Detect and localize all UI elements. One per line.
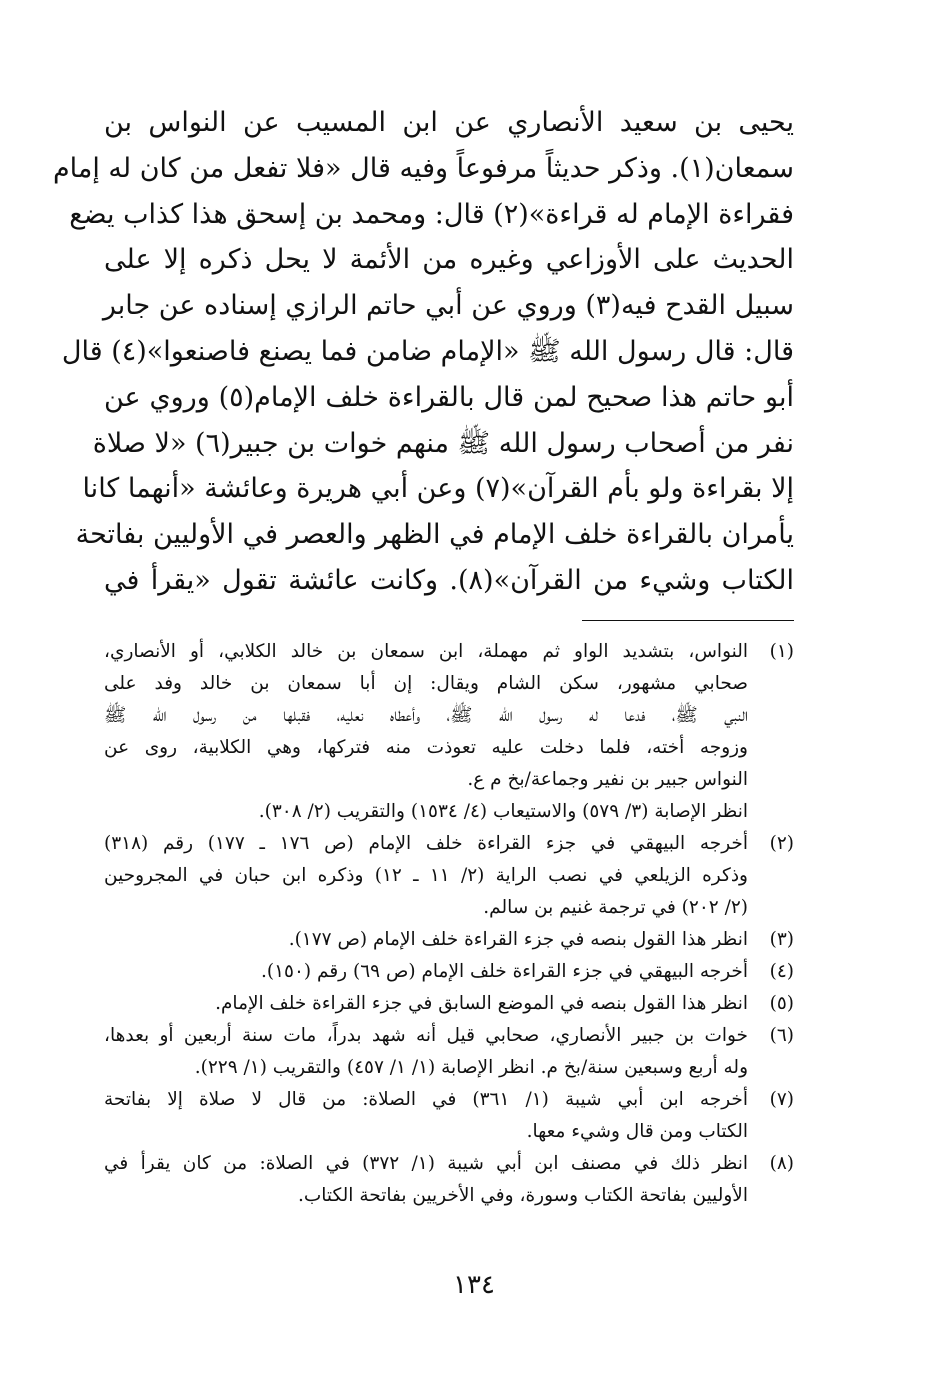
footnote-7 bbox=[104, 1084, 794, 1148]
footnote-5 bbox=[104, 988, 794, 1020]
footnote-number: (٧) bbox=[769, 1089, 794, 1110]
main-text-line: يأمران بالقراءة خلف الإمام في الظهر والعصر في الأولیين بفاتحة bbox=[75, 519, 794, 551]
footnote-2 bbox=[104, 828, 794, 924]
footnote-line: أخرجه البيهقي في جزء القراءة خلف الإمام (ص ٦٩) رقم (١٥٠). bbox=[261, 961, 748, 982]
footnote-line: انظر الإصابة (٣/ ٥٧٩) والاستيعاب (٤/ ١٥٣٤) والتقريب (٢/ ٣٠٨). bbox=[258, 801, 748, 822]
footnote-number: (٥) bbox=[769, 993, 794, 1014]
footnote-line: خوات بن جبير الأنصاري، صحابي قيل أنه شهد بدراً، مات سنة أربعين أو بعدها، bbox=[104, 1025, 748, 1046]
main-text bbox=[52, 100, 794, 604]
footnote-line: النواس جبير بن نفير وجماعة/بخ م ع. bbox=[467, 769, 748, 790]
main-text-line: فقراءة الإمام له قراءة»(٢) قال: ومحمد بن إسحق هذا كذاب يضع bbox=[69, 198, 794, 230]
main-text-line: سمعان(١). وذكر حديثاً مرفوعاً وفيه قال «فلا تفعل من كان له إمام bbox=[52, 152, 794, 184]
main-text-line: نفر من أصحاب رسول الله ﷺ منهم خوات بن جبير(٦) «لا صلاة bbox=[92, 427, 794, 459]
footnote-line: وذكره الزيلعي في نصب الراية (٢/ ١١ ـ ١٢) وذكره ابن حبان في المجروحين bbox=[104, 865, 748, 886]
footnote-line: انظر هذا القول بنصه في الموضع السابق في جزء القراءة خلف الإمام. bbox=[215, 993, 748, 1014]
footnote-line: أخرجه البيهقي في جزء القراءة خلف الإمام (ص ١٧٦ ـ ١٧٧) رقم (٣١٨) bbox=[104, 833, 748, 854]
footnote-number: (٢) bbox=[769, 833, 794, 854]
footnote-1 bbox=[104, 636, 794, 828]
footnote-4 bbox=[104, 956, 794, 988]
footnote-number: (٣) bbox=[769, 929, 794, 950]
main-text-line: أبو حاتم هذا صحيح لمن قال بالقراءة خلف الإمام(٥) وروي عن bbox=[104, 381, 794, 413]
main-text-line: قال: قال رسول الله ﷺ «الإمام ضامن فما يصنع فاصنعوا»(٤) قال bbox=[61, 335, 794, 367]
footnote-line: الكتاب ومن قال وشيء معها. bbox=[526, 1121, 748, 1142]
main-text-line: سبيل القدح فيه(٣) وروي عن أبي حاتم الرازي إسناده عن جابر bbox=[102, 290, 794, 322]
footnote-line: الأولیين بفاتحة الكتاب وسورة، وفي الأخريين بفاتحة الكتاب. bbox=[297, 1185, 748, 1206]
footnote-number: (٨) bbox=[769, 1153, 794, 1174]
footnote-6 bbox=[104, 1020, 794, 1084]
footnote-number: (١) bbox=[769, 641, 794, 662]
footnote-line: وله أربع وسبعين سنة/بخ م. انظر الإصابة (١/ ١/ ٤٥٧) والتقريب (١/ ٢٢٩). bbox=[194, 1057, 748, 1078]
footnote-line: انظر هذا القول بنصه في جزء القراءة خلف الإمام (ص ١٧٧). bbox=[288, 929, 748, 950]
footnote-line: انظر ذلك في مصنف ابن أبي شيبة (١/ ٣٧٢) في الصلاة: من كان يقرأ في bbox=[104, 1153, 748, 1174]
footnote-separator bbox=[582, 620, 794, 621]
footnote-line: النبي ﷺ، فدعا له رسول الله ﷺ، وأعطاه نعليه، فقبلها من رسول الله ﷺ bbox=[104, 705, 749, 726]
footnote-line: أخرجه ابن أبي شيبة (١/ ٣٦١) في الصلاة: من قال لا صلاة إلا بفاتحة bbox=[104, 1089, 748, 1110]
footnotes bbox=[104, 636, 794, 1212]
footnote-number: (٤) bbox=[769, 961, 794, 982]
footnote-number: (٦) bbox=[769, 1025, 794, 1046]
main-text-line: الحديث على الأوزاعي وغيره من الأئمة لا يحل ذكره إلا على bbox=[104, 244, 794, 276]
main-text-line: يحيى بن سعيد الأنصاري عن ابن المسيب عن النواس بن bbox=[104, 107, 794, 138]
main-text-line: إلا بقراءة ولو بأم القرآن»(٧) وعن أبي هريرة وعائشة «أنهما كانا bbox=[82, 473, 794, 505]
footnote-8 bbox=[104, 1148, 794, 1212]
footnote-3 bbox=[104, 924, 794, 956]
page-number: ١٣٤ bbox=[453, 1270, 495, 1300]
footnote-line: صحابي مشهور، سكن الشام ويقال: إن أبا سمعان بن خالد وفد على bbox=[104, 673, 748, 694]
footnote-line: (٢/ ٢٠٢) في ترجمة غنيم بن سالم. bbox=[483, 897, 748, 918]
main-text-line: الكتاب وشيء من القرآن»(٨). وكانت عائشة تقول «يقرأ في bbox=[104, 564, 794, 596]
footnote-line: وزوجه أخته، فلما دخلت عليه تعوذت منه فتركها، وهي الكلابية، روى عن bbox=[104, 737, 748, 758]
footnote-line: النواس، بتشديد الواو ثم مهملة، ابن سمعان بن خالد الكلابي، أو الأنصاري، bbox=[104, 641, 748, 662]
